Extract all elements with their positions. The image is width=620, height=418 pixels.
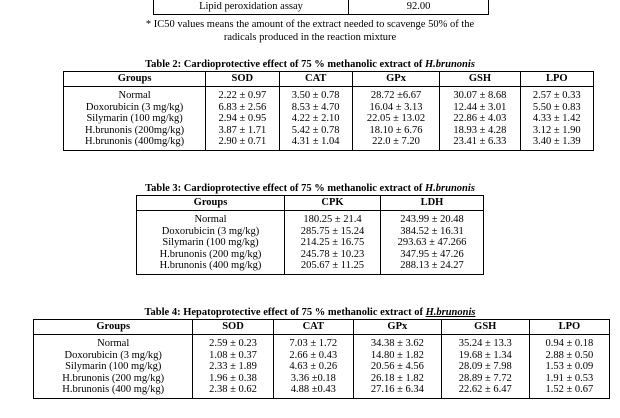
value-cell: 4.22 ± 2.10 [279,113,352,125]
column-header: Groups [34,320,193,335]
value-cell: 2.22 ± 0.97 [206,87,279,102]
value-cell: 6.83 ± 2.56 [206,102,279,114]
value-cell: 3.87 ± 1.71 [206,125,279,137]
value-cell: 28.09 ± 7.98 [441,361,529,373]
caption-text: Table 2: Cardioprotective effect of 75 % methanolic extract of [145,59,425,70]
value-cell: 16.04 ± 3.13 [352,102,439,114]
value-cell: 4.88 ±0.43 [273,384,353,398]
value-cell: 28.89 ± 7.72 [441,373,529,385]
group-cell: Normal [137,211,285,226]
table2 [63,71,594,151]
value-cell: 20.56 ± 4.56 [353,361,441,373]
column-header: CPK [285,196,381,211]
table-row [137,260,484,274]
column-header: LDH [380,196,483,211]
value-cell: 26.18 ± 1.82 [353,373,441,385]
table-row [34,361,610,373]
value-cell: 2.94 ± 0.95 [206,113,279,125]
group-cell: H.brunonis (200 mg/kg) [137,249,285,261]
value-cell: 2.88 ± 0.50 [529,350,609,362]
table-row [34,384,610,398]
table-header-row [64,72,594,87]
caption-species: H.brunonis [425,59,475,70]
column-header: SOD [206,72,279,87]
value-cell: 245.78 ± 10.23 [285,249,381,261]
value-cell: 2.38 ± 0.62 [193,384,273,398]
table-row [154,0,489,15]
value-cell: 1.96 ± 0.38 [193,373,273,385]
group-cell: H.brunonis (400 mg/kg) [137,260,285,274]
table-row [64,113,594,125]
column-header: CAT [273,320,353,335]
table-header-row [34,320,610,335]
value-cell: 4.31 ± 1.04 [279,136,352,150]
column-header: GSH [441,320,529,335]
table3 [136,195,484,275]
caption-text: Table 3: Cardioprotective effect of 75 % methanolic extract of [145,183,425,194]
value-cell: 2.57 ± 0.33 [520,87,593,102]
value-cell: 1.53 ± 0.09 [529,361,609,373]
value-cell: 0.94 ± 0.18 [529,335,609,350]
group-cell: H.brunonis (200mg/kg) [64,125,206,137]
value-cell: 8.53 ± 4.70 [279,102,352,114]
column-header: Groups [137,196,285,211]
value-cell: 14.80 ± 1.82 [353,350,441,362]
table1-label: Lipid peroxidation assay [154,0,349,15]
value-cell: 30.07 ± 8.68 [440,87,520,102]
value-cell: 2.66 ± 0.43 [273,350,353,362]
footnote-line-2: radicals produced in the reaction mixture [223,32,397,43]
value-cell: 22.86 ± 4.03 [440,113,520,125]
value-cell: 1.91 ± 0.53 [529,373,609,385]
value-cell: 347.95 ± 47.26 [380,249,483,261]
column-header: GPx [352,72,439,87]
group-cell: H.brunonis (400mg/kg) [64,136,206,150]
table-header-row [137,196,484,211]
caption-text: Table 4: Hepatoprotective effect of 75 % methanolic extract of [144,307,426,318]
footnote-line-1: * IC50 values means the amount of the extract needed to scavenge 50% of the [145,19,475,30]
value-cell: 7.03 ± 1.72 [273,335,353,350]
table-row [34,335,610,350]
value-cell: 285.75 ± 15.24 [285,226,381,238]
table1-value: 92.00 [349,0,489,15]
value-cell: 1.52 ± 0.67 [529,384,609,398]
value-cell: 12.44 ± 3.01 [440,102,520,114]
column-header: LPO [529,320,609,335]
value-cell: 180.25 ± 21.4 [285,211,381,226]
table-row [64,102,594,114]
column-header: CAT [279,72,352,87]
value-cell: 19.68 ± 1.34 [441,350,529,362]
value-cell: 3.40 ± 1.39 [520,136,593,150]
table4-caption [0,307,620,319]
group-cell: H.brunonis (400 mg/kg) [34,384,193,398]
caption-species: H.brunonis [425,307,476,318]
value-cell: 2.33 ± 1.89 [193,361,273,373]
value-cell: 22.05 ± 13.02 [352,113,439,125]
group-cell: Doxorubicin (3 mg/kg) [137,226,285,238]
table-row [34,350,610,362]
group-cell: Doxorubicin (3 mg/kg) [64,102,206,114]
value-cell: 5.42 ± 0.78 [279,125,352,137]
table-row [64,87,594,102]
column-header: LPO [520,72,593,87]
column-header: GSH [440,72,520,87]
column-header: Groups [64,72,206,87]
column-header: SOD [193,320,273,335]
group-cell: H.brunonis (200 mg/kg) [34,373,193,385]
value-cell: 22.0 ± 7.20 [352,136,439,150]
group-cell: Silymarin (100 mg/kg) [34,361,193,373]
value-cell: 34.38 ± 3.62 [353,335,441,350]
ic50-footnote [0,18,620,44]
value-cell: 2.59 ± 0.23 [193,335,273,350]
value-cell: 214.25 ± 16.75 [285,237,381,249]
value-cell: 5.50 ± 0.83 [520,102,593,114]
value-cell: 23.41 ± 6.33 [440,136,520,150]
table2-caption [0,59,620,71]
group-cell: Silymarin (100 mg/kg) [137,237,285,249]
caption-species: H.brunonis [425,183,475,194]
value-cell: 3.12 ± 1.90 [520,125,593,137]
value-cell: 22.62 ± 6.47 [441,384,529,398]
table4 [33,319,610,399]
value-cell: 288.13 ± 24.27 [380,260,483,274]
value-cell: 205.67 ± 11.25 [285,260,381,274]
value-cell: 1.08 ± 0.37 [193,350,273,362]
value-cell: 243.99 ± 20.48 [380,211,483,226]
value-cell: 18.93 ± 4.28 [440,125,520,137]
column-header: GPx [353,320,441,335]
group-cell: Silymarin (100 mg/kg) [64,113,206,125]
table-row [137,237,484,249]
table-row [137,226,484,238]
value-cell: 293.63 ± 47.266 [380,237,483,249]
group-cell: Normal [34,335,193,350]
value-cell: 3.50 ± 0.78 [279,87,352,102]
table1-tail [153,0,489,15]
table-row [137,211,484,226]
value-cell: 3.36 ±0.18 [273,373,353,385]
table3-caption [0,183,620,195]
table-row [64,136,594,150]
value-cell: 35.24 ± 13.3 [441,335,529,350]
table-row [137,249,484,261]
table-row [34,373,610,385]
value-cell: 27.16 ± 6.34 [353,384,441,398]
value-cell: 18.10 ± 6.76 [352,125,439,137]
group-cell: Doxorubicin (3 mg/kg) [34,350,193,362]
group-cell: Normal [64,87,206,102]
value-cell: 4.33 ± 1.42 [520,113,593,125]
value-cell: 4.63 ± 0.26 [273,361,353,373]
value-cell: 384.52 ± 16.31 [380,226,483,238]
value-cell: 2.90 ± 0.71 [206,136,279,150]
table-row [64,125,594,137]
value-cell: 28.72 ±6.67 [352,87,439,102]
